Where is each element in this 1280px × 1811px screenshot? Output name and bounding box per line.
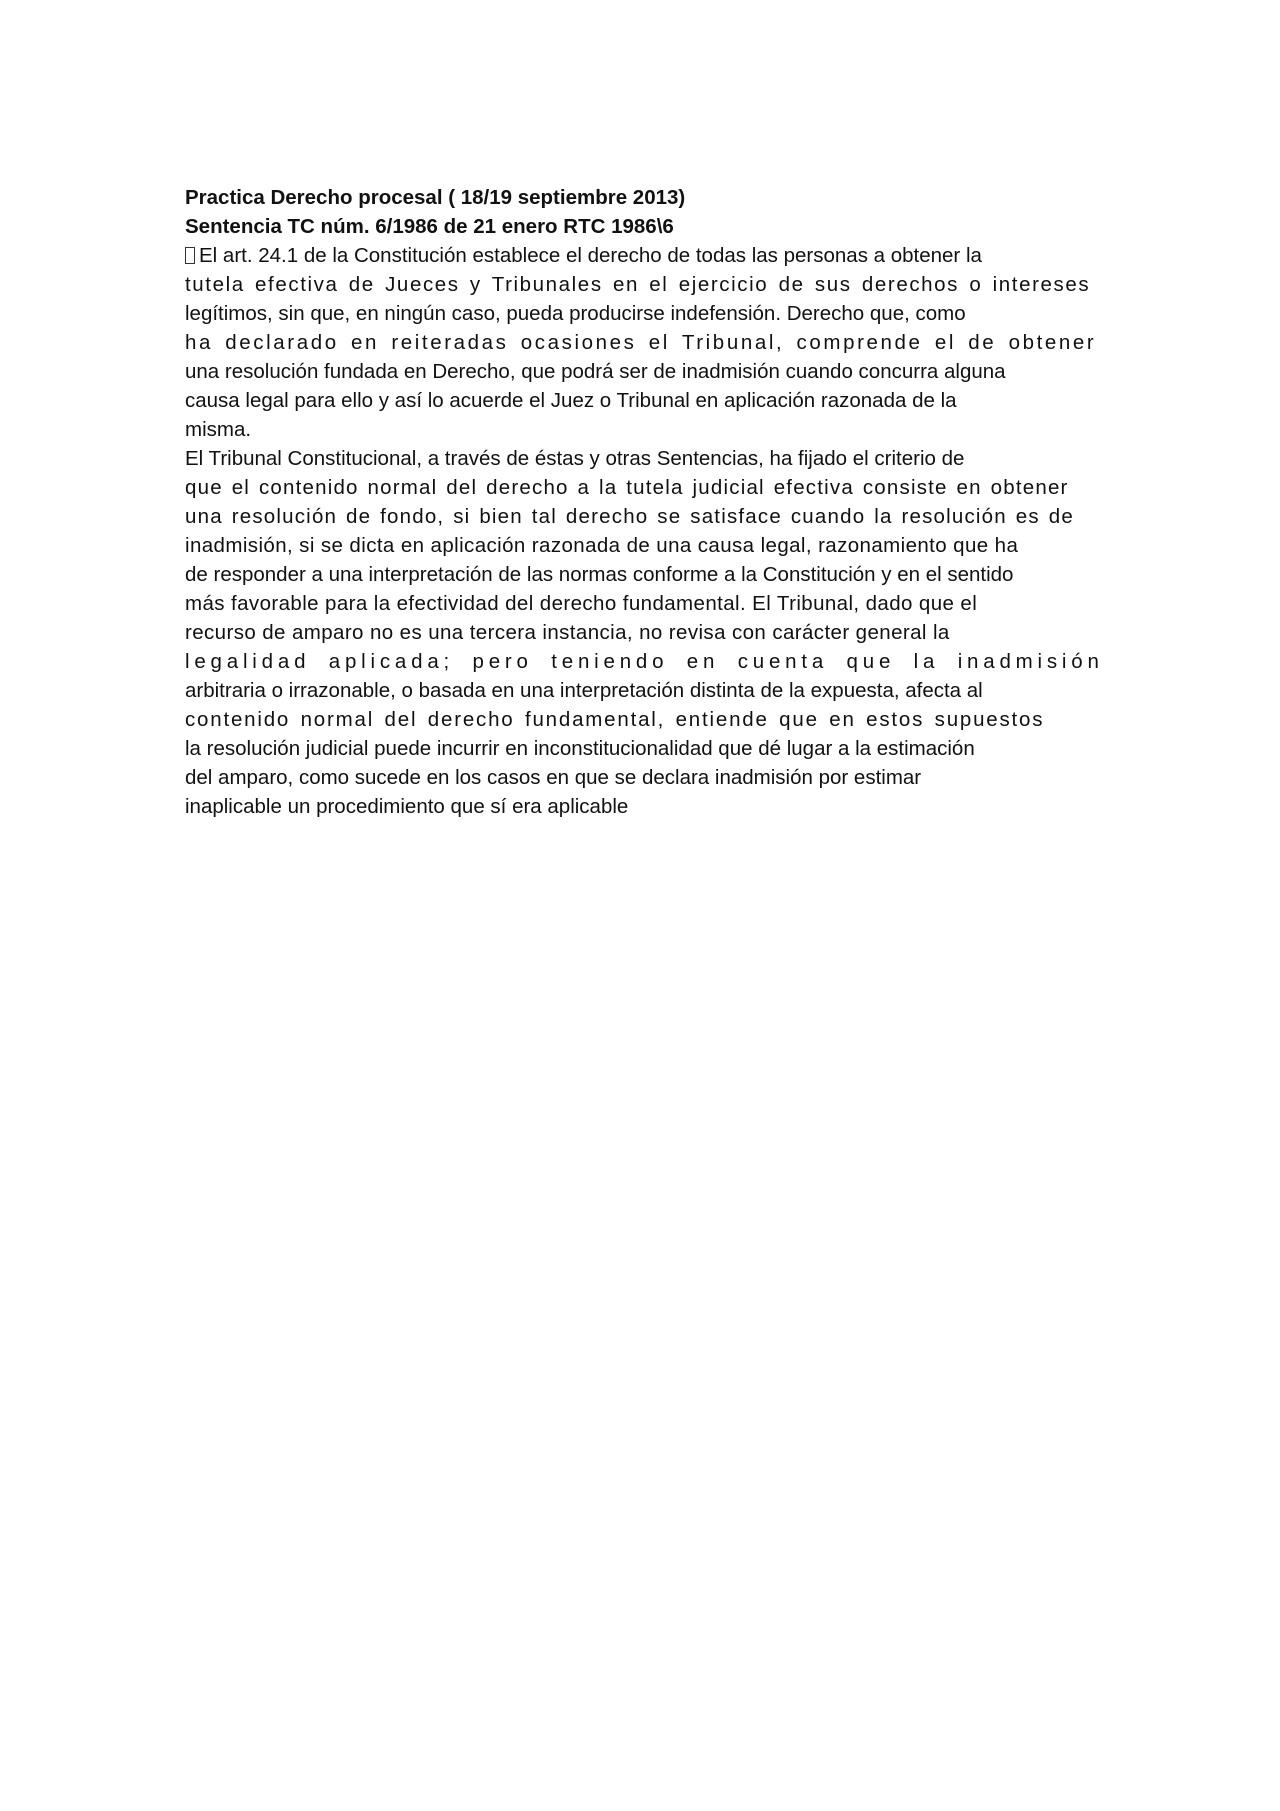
document-title: Practica Derecho procesal ( 18/19 septiembre 2013) [185, 186, 686, 209]
missing-glyph-box-icon [185, 247, 195, 264]
document-subtitle: Sentencia TC núm. 6/1986 de 21 enero RTC 1986\6 [185, 215, 674, 238]
paragraph-line: la resolución judicial puede incurrir en inconstitucionalidad que dé lugar a la estimación [185, 737, 975, 760]
paragraph-line: misma. [185, 418, 252, 441]
paragraph-line: contenido normal del derecho fundamental, entiende que en estos supuestos [185, 708, 1045, 731]
paragraph-line: legítimos, sin que, en ningún caso, pueda producirse indefensión. Derecho que, como [185, 302, 966, 325]
document-body [185, 183, 1105, 821]
paragraph-line: una resolución fundada en Derecho, que podrá ser de inadmisión cuando concurra alguna [185, 360, 1006, 383]
paragraph-line: recurso de amparo no es una tercera instancia, no revisa con carácter general la [185, 621, 950, 644]
paragraph-line: causa legal para ello y así lo acuerde el Juez o Tribunal en aplicación razonada de la [185, 389, 957, 412]
paragraph-line: inadmisión, si se dicta en aplicación razonada de una causa legal, razonamiento que ha [185, 534, 1019, 557]
paragraph-line: de responder a una interpretación de las normas conforme a la Constitución y en el sentido [185, 563, 1014, 586]
paragraph-line [185, 241, 1105, 270]
paragraph-line: tutela efectiva de Jueces y Tribunales en el ejercicio de sus derechos o intereses [185, 273, 1091, 296]
paragraph-line: ha declarado en reiteradas ocasiones el Tribunal, comprende el de obtener [185, 331, 1097, 354]
paragraph-line: que el contenido normal del derecho a la tutela judicial efectiva consiste en obtener [185, 476, 1069, 499]
paragraph-line: El Tribunal Constitucional, a través de éstas y otras Sentencias, ha fijado el criterio de [185, 447, 965, 470]
paragraph-line: legalidad aplicada; pero teniendo en cuenta que la inadmisión [185, 650, 1104, 673]
paragraph-line: arbitraria o irrazonable, o basada en una interpretación distinta de la expuesta, afecta al [185, 679, 983, 702]
paragraph-line: más favorable para la efectividad del derecho fundamental. El Tribunal, dado que el [185, 592, 978, 615]
paragraph-line: una resolución de fondo, si bien tal derecho se satisface cuando la resolución es de [185, 505, 1074, 528]
paragraph-line: inaplicable un procedimiento que sí era aplicable [185, 795, 629, 818]
paragraph-line-text: El art. 24.1 de la Constitución establece el derecho de todas las personas a obtener la [199, 244, 982, 267]
paragraph-line: del amparo, como sucede en los casos en que se declara inadmisión por estimar [185, 766, 922, 789]
